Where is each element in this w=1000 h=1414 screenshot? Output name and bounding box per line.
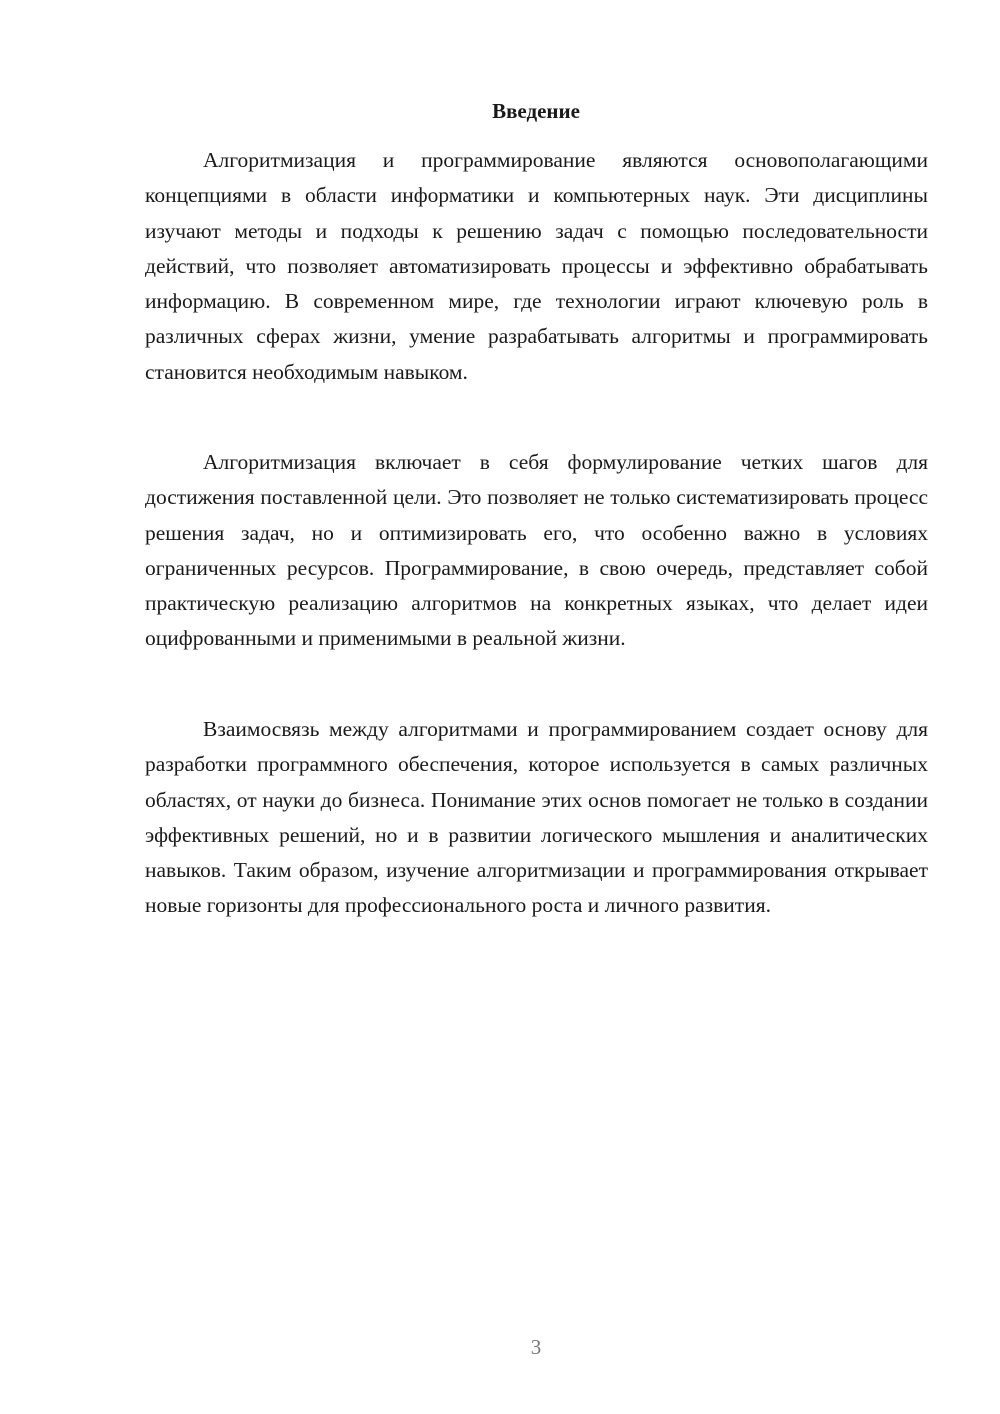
page-number: 3 bbox=[530, 1335, 542, 1359]
paragraph-2: Алгоритмизация включает в себя формулирование четких шагов для достижения поставленной цели. Это позволяет не только систематизировать процесс решения задач, но и оптимизировать его, что особенно важно в условиях ограниченных ресурсов. Программирование, в свою очередь, представляет собой практическую реализацию алгоритмов на конкретных языках, что делает идеи оцифрованными и применимыми в реальной жизни. bbox=[145, 450, 928, 651]
section-heading: Введение bbox=[492, 99, 580, 123]
paragraph-1: Алгоритмизация и программирование являются основополагающими концепциями в области информатики и компьютерных наук. Эти дисциплины изучают методы и подходы к решению задач с помощью последовательности действий, что позволяет автоматизировать процессы и эффективно обрабатывать информацию. В современном мире, где технологии играют ключевую роль в различных сферах жизни, умение разрабатывать алгоритмы и программировать становится необходимым навыком. bbox=[145, 148, 928, 384]
paragraph-3: Взаимосвязь между алгоритмами и программированием создает основу для разработки программного обеспечения, которое используется в самых различных областях, от науки до бизнеса. Понимание этих основ помогает не только в создании эффективных решений, но и в развитии логического мышления и аналитических навыков. Таким образом, изучение алгоритмизации и программирования открывает новые горизонты для профессионального роста и личного развития. bbox=[145, 717, 928, 918]
